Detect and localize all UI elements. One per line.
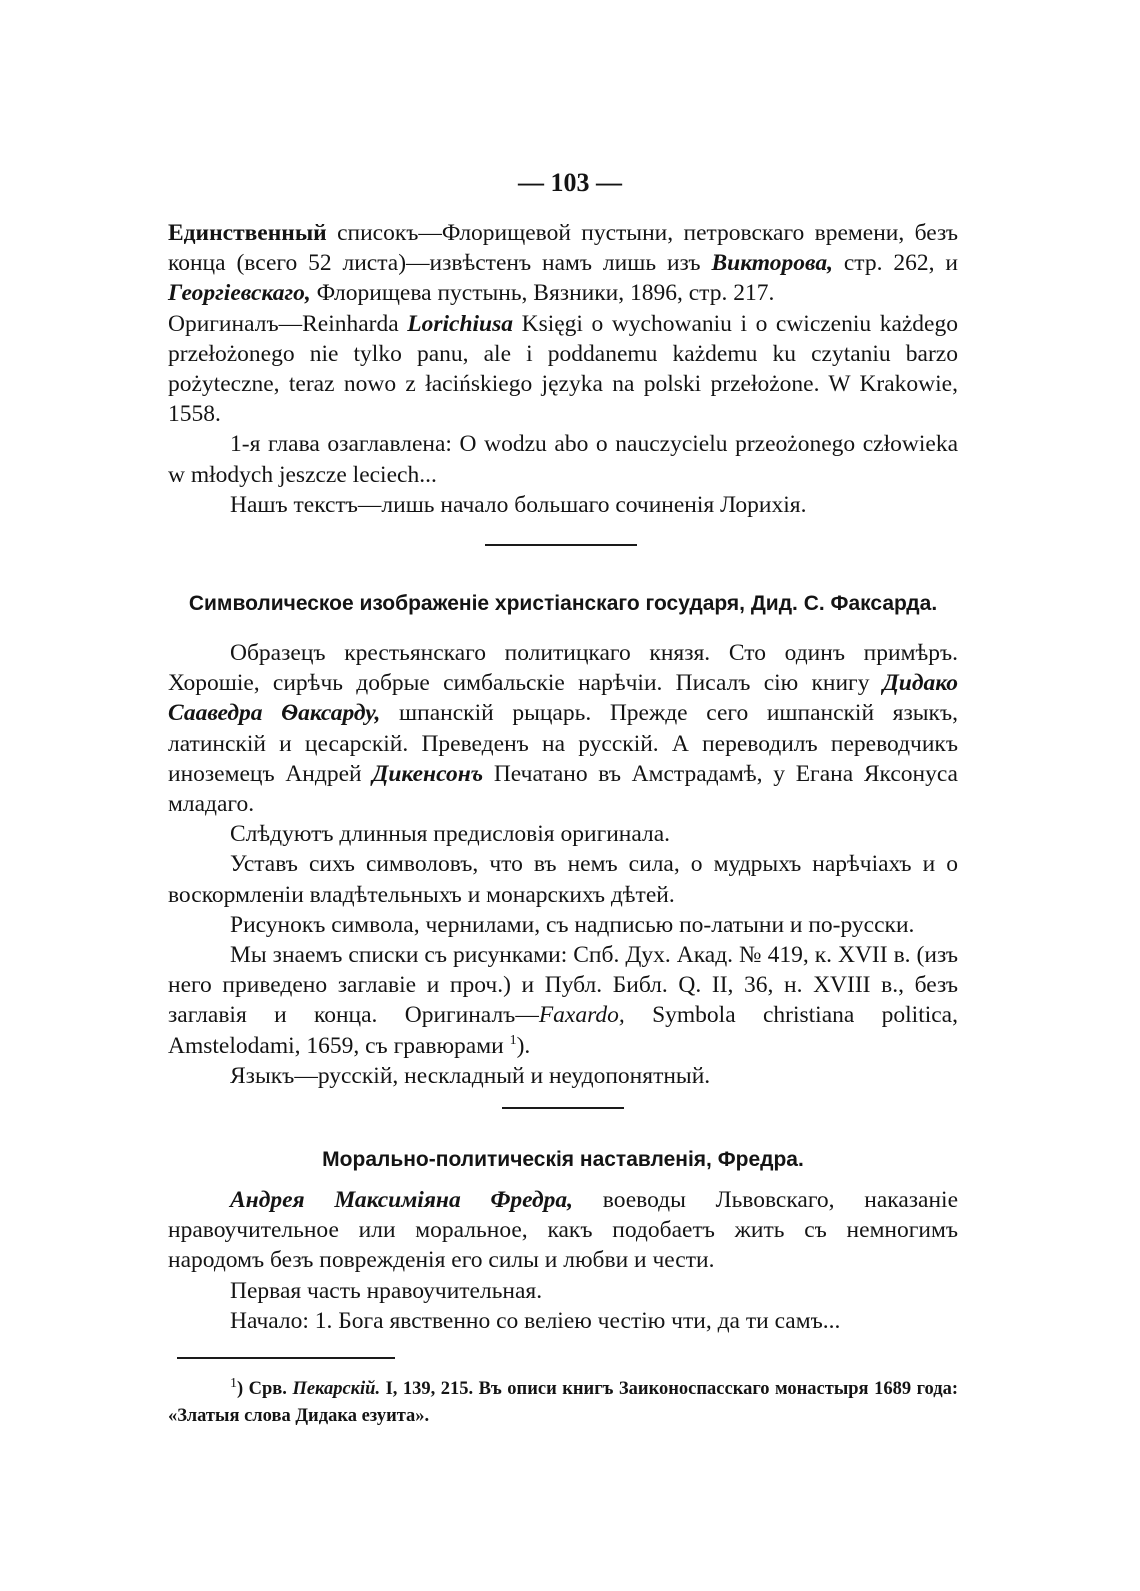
paragraph: Языкъ—русскій, нескладный и неудопонятный. (230, 1062, 711, 1089)
paragraph (168, 309, 958, 430)
section-fredro (168, 1185, 958, 1336)
footnote-rule (177, 1357, 395, 1359)
paragraph: Нашъ текстъ—лишь начало большаго сочиненія Лорихія. (230, 491, 807, 518)
author-ref: Андрея Максиміяна Фредра, (230, 1187, 574, 1213)
text: Księgi o wychowaniu i o cwiczeniu każdego przełożonego nie tylko panu, ale i poddanemu każdemu ku czytaniu barzo pożyteczne, teraz nowo z łacińskiego języka na polski przełożone. W Krakowie, 1558. (168, 310, 958, 428)
section-divider (502, 1107, 624, 1109)
author-ref: Викторова, (711, 250, 833, 277)
text: Оригиналъ—Reinharda (168, 310, 408, 337)
paragraph (168, 940, 958, 1061)
section-divider (485, 544, 637, 546)
footnote (168, 1376, 958, 1430)
footnote-marker: 1 (230, 1375, 237, 1391)
paragraph: Первая часть нравоучительная. (230, 1277, 543, 1304)
text: Мы знаемъ списки съ рисунками: Спб. Дух. Акад. № 419, к. XVII в. (изъ него приведено заглавіе и проч.) и Публ. Библ. Q. II, 36, н. XVIII в., безъ заглавія и конца. Оригиналъ— (168, 942, 958, 1029)
text: ) Срв. (237, 1379, 293, 1399)
author-ref: Дидако Сааведра Ѳаксарду, (168, 670, 958, 727)
page-number: — 103 — (518, 168, 622, 197)
text: ). (516, 1032, 531, 1059)
footnote-marker: 1 (509, 1032, 517, 1048)
text: стр. 262, и (832, 250, 958, 277)
text: списокъ—Флорищевой пустыни, петровскаго времени, безъ конца (всего 52 листа)—извѣстенъ намъ лишь изъ (168, 220, 958, 277)
paragraph: 1-я глава озаглавлена: O wodzu abo o nauczycielu przeożonego człowieka w młodych jeszcze leciech... (168, 431, 958, 488)
author-ref: Дикенсонъ (372, 760, 484, 787)
author-ref: Пекарскій. (292, 1379, 381, 1399)
section-lorichius (168, 218, 958, 520)
text: Печатано въ Амстрадамѣ, у Егана Яксонуса младаго. (168, 760, 958, 818)
author-ref: Faxardo, (538, 1002, 625, 1029)
opening-word: Единственный (168, 220, 327, 246)
text: шпанскій рыцарь. Прежде сего ишпанскій языкъ, латинскій и цесарскій. Преведенъ на русскій. А переводилъ переводчикъ иноземецъ Андрей (168, 700, 958, 787)
author-ref: Lorichiusa (407, 310, 514, 337)
text: I, 139, 215. Въ описи книгъ Заиконоспасскаго монастыря 1689 года: «Златыя слова Дидака езуита». (168, 1379, 958, 1426)
text: воеводы Львовскаго, наказаніе нравоучительное или моральное, какъ подобаетъ жить съ немногимъ народомъ безъ поврежденія его силы и любви и чести. (168, 1187, 958, 1274)
paragraph: Рисунокъ символа, чернилами, съ надписью по-латыни и по-русски. (230, 911, 915, 938)
text: Symbola christiana politica, Amstelodami, 1659, съ гравюрами (168, 1002, 958, 1059)
section-heading: Морально-политическія наставленія, Фредра. (322, 1148, 804, 1171)
paragraph: Начало: 1. Бога явственно со веліею честію чти, да ти самъ... (230, 1307, 841, 1334)
text: Флорищева пустынь, Вязники, 1896, стр. 217. (310, 280, 775, 307)
paragraph: Слѣдуютъ длинныя предисловія оригинала. (230, 821, 671, 848)
paragraph (168, 638, 958, 819)
paragraph: Уставъ сихъ символовъ, что въ немъ сила, о мудрыхъ нарѣчіахъ и о воскормленіи владѣтельныхъ и монарскихъ дѣтей. (168, 851, 958, 908)
footnote-text (168, 1376, 958, 1430)
text: Образецъ крестьянскаго политицкаго князя. Сто одинъ примѣръ. Хорошіе, сирѣчь добрые симбальскіе нарѣчіи. Писалъ сію книгу (168, 640, 958, 697)
section-heading: Символическое изображеніе христіанскаго государя, Дид. С. Факсарда. (188, 592, 938, 615)
paragraph (168, 218, 958, 309)
author-ref: Георгіевскаго, (168, 280, 311, 307)
paragraph (168, 1185, 958, 1276)
section-faxardo (168, 638, 958, 1091)
